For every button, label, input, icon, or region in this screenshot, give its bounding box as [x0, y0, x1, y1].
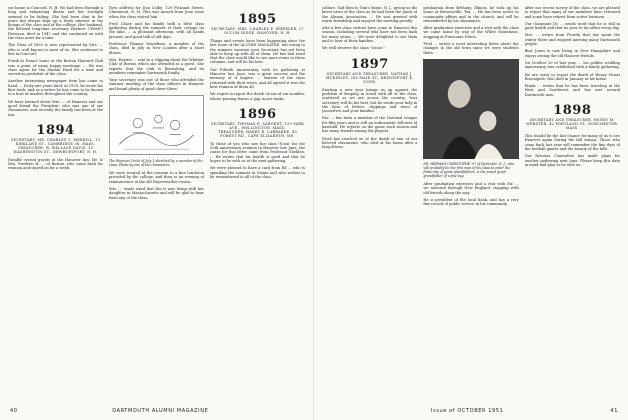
portrait-photo: [423, 59, 518, 159]
paragraph: Burt Jones is now living in New Hampshire and enjoys seeing the old Hanover friends.: [524, 49, 620, 58]
class-treasurer: TREASURER, HARRY R. LARRABEE, 40 FOREST RD., CAPE ELIZABETH, ME.: [218, 129, 297, 138]
paragraph: graduation from Bethany, Illinois, he took up his home at Brownsville, Tex. ... He has been active in community affairs and in the church, and will be remembered by his classmates.: [423, 6, 519, 23]
class-year: 1896: [238, 106, 277, 122]
paragraph: Another interesting newspaper item has come to hand. ... Forty-one years later, in 1929, he wrote his first book, and as a writer he has come to be known to a host of readers throughout the country.: [8, 79, 103, 97]
paragraph: We are sorry to report the death of Henry Stuart Rosenquist, who died in January at his home.: [524, 72, 620, 81]
left-column-1: [8, 6, 103, 401]
class-year: 1897: [350, 56, 389, 72]
paragraph: Our Reunion Committee has made plans for another gathering next June. Please keep this date in mind and plan to be with us.: [524, 154, 620, 167]
right-column-2: [423, 6, 518, 401]
class-secretary: SECRETARY, THOMAS E. SARGENT, 159 PARK AVE., WELLINGTON, MASS.: [210, 121, 305, 130]
class-secretary: SECRETARY, MRS. CHARLES F. WHEELER, 27 OCCOM RIDGE, HANOVER, N. H.: [211, 27, 304, 35]
class-year: 1898: [553, 103, 592, 119]
paragraph: After graduation exercises and a visit with the class we came home by way of the White Mountains, stopping at Franconia Notch.: [423, 26, 519, 39]
paragraph: Fred ... writes a most interesting letter about the changes in the old town since we were students there.: [423, 42, 519, 55]
class-heading-1895: [210, 12, 305, 35]
paragraph: Things and events have been happening since the last issue of the ALUMNI MAGAZINE, but owing to the summer vacation your Secretary has not been able to keep up with all of them. He has had word that the class would like to see more items in these columns, and will do his best.: [210, 39, 305, 65]
class-year: 1894: [36, 122, 75, 138]
paragraph: We were pleased to have a card from Ed ... who is spending the summer in Maine and who wishes to be remembered to all of the class.: [210, 166, 305, 179]
page-number: 40: [10, 408, 18, 414]
class-treasurer: TREASURER, W. WALLACE DAVIS, 10 WASHINGTON ST., NEWBURYPORT, N. H.: [13, 145, 98, 154]
paragraph: Fred Chase and his family held a little class gathering during the summer at their cottage on the lake. ... A pleasant afternoon, with all hands present, and good talk of old days.: [109, 21, 204, 39]
right-page: [314, 0, 628, 420]
paragraph: The Class of 1893 is now represented by Mrs. ... who is well known to most of us. She continues to live in Concord.: [8, 43, 103, 56]
class-heading-1897: [322, 57, 417, 84]
issue-date: Issue of OCTOBER 1951: [431, 408, 504, 414]
paragraph: Doc ... has been a member of the National League for fifty years and is still an enthusiastic follower of baseball. He reports on the game each season and has many friends among the players.: [322, 116, 418, 134]
paragraph: We were treated at the reunion to a fine luncheon provided by the college, and then to an evening of reminiscence in the old Fayerweather rooms.: [109, 171, 204, 184]
paragraph: He is president of the local bank, and has a very fine record of public service in his community.: [423, 197, 519, 207]
paragraph: After graduation exercises and a visit with Mr. ... we motored through New England, stopping with old friends along the way.: [423, 181, 519, 195]
paragraph: Our classmate Dr. ... sends word that he is still in good health and that he goes to his office every day.: [524, 21, 620, 31]
paragraph: Starting a new year brings us up against the problem of keeping in touch with all of the class, scattered as we are across the country. Your secretary will do his best, but he needs your help in the form of letters, clippings and news of yourselves and your families.: [322, 87, 418, 114]
paragraph: To those of you who saw the class 'Noon' for the 55th anniversary reunion in Hanover last June, the cause for this letter came from Professor Sheldon. ... He writes that his health is good and that he hopes to be with us at the next gathering.: [210, 141, 305, 164]
paragraph: Frank at Dana's home at the Boston Harvard Club was a point of many happy meetings. ... He was class agent for the Alumni Fund for a time and served as president of the class.: [8, 59, 103, 77]
paragraph: Your secretary was one of those who attended the summer meeting of the class officers in Hanover and found plenty of good cheer there.: [109, 78, 204, 91]
sketch-caption: The Reunion Circle of July 1 sketched by a member of the class. Photo by one of the classmates.: [109, 159, 203, 168]
paragraph: We regret to report the death of one of our number, whose passing leaves a gap in our ranks.: [210, 92, 305, 101]
right-column-1: [322, 6, 417, 401]
right-page-footer: [324, 408, 618, 414]
right-column-3: [525, 6, 620, 401]
class-heading-1898: [525, 103, 620, 130]
left-column-2: [109, 6, 204, 401]
class-secretary: SECRETARY, MR. CHARLES C. MERRILL, 15 KIRKLAND ST., CAMBRIDGE 38, MASS.: [10, 137, 101, 146]
paragraph: Our Fiftieth Anniversary, with its gathering at Hanover last June, was a great success and the memory of it lingers. ... Sixteen of the class returned with their wives, and all agreed it was the best reunion of them all.: [210, 67, 305, 89]
class-secretary: SECRETARY AND TREASURER, HENRY M. WEBSTER, 42 PORTLAND ST., DORCHESTER, MASS.: [526, 118, 619, 131]
left-page-footer: [10, 408, 303, 414]
class-heading-1894: [8, 123, 103, 154]
paragraph: Mrs. Harriet ... sent in a clipping about the Whittier Club of Boston which she attended as a guest. She reports that the club is flourishing, and its members remember Dartmouth fondly.: [109, 57, 204, 75]
paragraph: After our recent survey of the class, we are pleased to report that many of our members have returned and some have retired from active business.: [524, 6, 620, 19]
paragraph: Mrs. ... sends word that she is now living with her daughter in Massachusetts and will be glad to hear from any of the class.: [109, 186, 204, 200]
paragraph: Notable recent guests at the Hanover Inn: Mr. & Mrs. Frederic H. ... of Boston, who came back for reunion and stayed on for a week.: [8, 157, 103, 171]
class-year: 1895: [238, 12, 277, 27]
magazine-title: DARTMOUTH ALUMNI MAGAZINE: [112, 408, 209, 414]
photo-caption: DR. HERMAN CHRISTOPHE '97 of Montclair, N. J., who will probably be the first man of his class to enter the fraternity of great-grandfathers, is the proud great-grandfather of a fine boy.: [423, 161, 515, 178]
paragraph: On October 20 of last year, ... his golden wedding anniversary was celebrated with a family gathering.: [524, 60, 620, 70]
paragraph: Frank ... writes that he has been traveling in the West and Southwest and has met several Dartmouth men.: [524, 84, 620, 97]
paragraph: sor home in Concord, N. H. We had been through a long and exhausting illness and her strength seemed to be failing. She had been shut in for years but always kept up a lively interest in the doings of the class and of the college. Her husband, the beloved long-time secretary Herbert ("Herb") Paterson, died in 1947 and she continued on with the class news for a time.: [8, 6, 103, 41]
page-number: 41: [610, 408, 618, 414]
paragraph: Word has reached us of the death of one of our beloved classmates, who died at his home after a long illness.: [322, 136, 418, 150]
paragraph: Professor Thomas Vanceboro, a member of the class, died in July in New London after a short illness.: [109, 42, 204, 55]
class-secretary: SECRETARY AND TREASURER, NATHAN J. MCKINLEY, 206 MAIN ST., BRIDGEPORT 4, CONN.: [326, 71, 414, 84]
paragraph: Also a few class visitors have come to Hanover this season, including several who have not been back for many years. ... We were delighted to see them and to hear of their families.: [322, 26, 418, 44]
paragraph: We have learned about Mrs. ... of Hanover and our good friend the President, who was one of our classmates, and recently the family has been at the Inn.: [8, 99, 103, 117]
paragraph: culture. Sad then to Tom's Rome, N. J., giving us the latest news of the class as he had been the guest of the Alumni Association. ... He was greeted with warm friendship and enjoyed the meeting greatly.: [322, 6, 418, 23]
paragraph: This should be the last chance for many of us to see Hanover again during the fall season. Those who came back last year will remember the fine days of the football games and the beauty of the hills.: [524, 134, 620, 151]
class-heading-1896: [210, 107, 305, 138]
left-column-3: [210, 6, 305, 401]
paragraph: We well deserve the class "Oscar.": [322, 46, 385, 51]
paragraph: Mrs. ... writes from Florida that she spent the winter there and enjoyed meeting many Dartmouth people.: [524, 33, 620, 47]
paragraph: Now address for Don Colby: 129 Pleasant Street, Claremont, N. H. This was moved from June issue when the class visited him.: [109, 6, 204, 19]
reunion-sketch-illustration: [109, 95, 204, 155]
